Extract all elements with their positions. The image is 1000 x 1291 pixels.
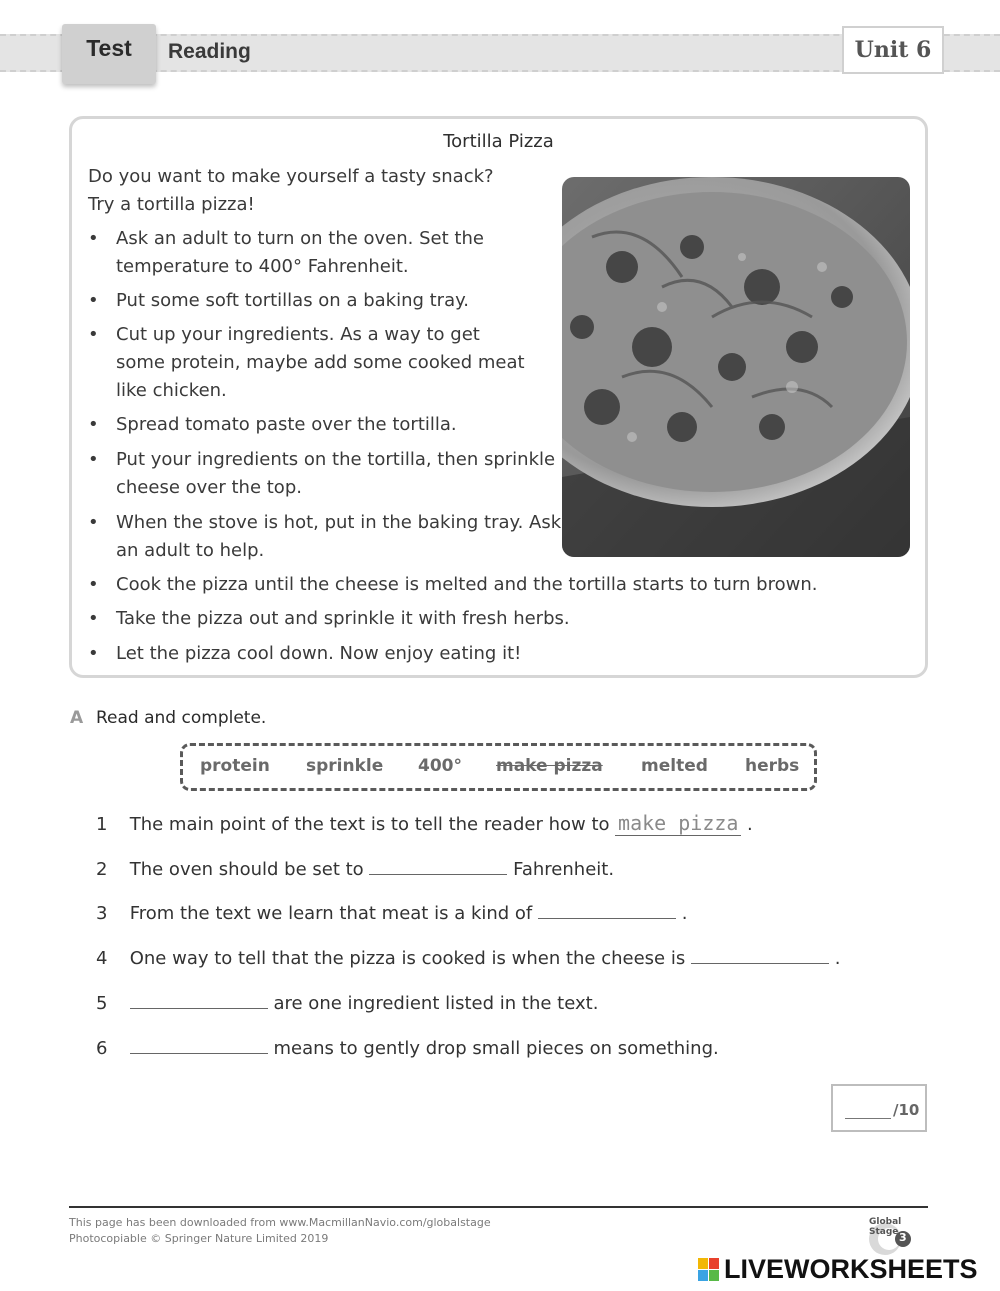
question-text: One way to tell that the pizza is cooked is when the cheese is — [129, 948, 686, 969]
intro-line: Do you want to make yourself a tasty snack? — [88, 166, 494, 187]
question-text-after: means to gently drop small pieces on something. — [273, 1038, 719, 1059]
score-total: /10 — [893, 1101, 920, 1119]
bullet-line: like chicken. — [116, 380, 227, 401]
global-stage-logo — [855, 1215, 925, 1255]
footer-source: This page has been downloaded from www.MacmillanNavio.com/globalstage — [69, 1216, 491, 1229]
bullet-dot: • — [88, 324, 99, 345]
test-tab — [62, 24, 156, 84]
bullet-dot: • — [88, 228, 99, 249]
level-number: 3 — [899, 1231, 907, 1244]
question — [96, 900, 687, 924]
bullet-dot: • — [88, 449, 99, 470]
global-stage-brand: Global Stage — [869, 1217, 902, 1237]
section-letter: A — [70, 708, 84, 728]
bullet-line: Let the pizza cool down. Now enjoy eating it! — [116, 643, 522, 664]
question — [96, 990, 598, 1014]
intro-line: Try a tortilla pizza! — [88, 194, 255, 215]
answer-field[interactable]: make pizza — [615, 811, 741, 836]
question — [96, 945, 840, 969]
question — [96, 856, 614, 880]
question-text: The oven should be set to — [129, 859, 364, 880]
bullet-dot: • — [88, 290, 99, 311]
liveworksheets-logo — [698, 1252, 996, 1286]
word-bank-item[interactable]: herbs — [745, 756, 800, 776]
bullet-line: temperature to 400° Fahrenheit. — [116, 256, 409, 277]
test-tab-label: Test — [86, 35, 132, 61]
question-text: From the text we learn that meat is a kind of — [129, 903, 533, 924]
word-bank-item[interactable]: protein — [200, 756, 270, 776]
question-number: 6 — [96, 1038, 108, 1059]
unit-label: Unit 6 — [854, 37, 932, 63]
unit-badge — [842, 26, 944, 74]
word-bank-item[interactable]: melted — [641, 756, 708, 776]
footer-divider — [69, 1206, 928, 1208]
article-title: Tortilla Pizza — [443, 131, 554, 152]
score-box — [831, 1084, 927, 1132]
bullet-line: cheese over the top. — [116, 477, 302, 498]
bullet-dot: • — [88, 643, 99, 664]
bullet-line: Take the pizza out and sprinkle it with fresh herbs. — [116, 608, 570, 629]
bullet-dot: • — [88, 512, 99, 533]
answer-field[interactable] — [130, 1035, 268, 1054]
answer-field[interactable] — [369, 856, 507, 875]
answer-field[interactable] — [130, 990, 268, 1009]
question-number: 5 — [96, 993, 108, 1014]
word-bank-item-used[interactable]: make pizza — [496, 756, 603, 776]
question — [96, 1035, 719, 1059]
reading-card — [69, 116, 928, 678]
bullet-line: an adult to help. — [116, 540, 265, 561]
bullet-dot: • — [88, 414, 99, 435]
article-intro — [88, 163, 494, 219]
section-instruction: Read and complete. — [96, 708, 267, 728]
word-bank-item[interactable]: sprinkle — [306, 756, 384, 776]
bullet-dot: • — [88, 574, 99, 595]
bullet-line: Spread tomato paste over the tortilla. — [116, 414, 457, 435]
question-text: The main point of the text is to tell the reader how to — [129, 814, 610, 835]
question-text-after: . — [681, 903, 688, 924]
liveworksheets-blocks-icon — [698, 1258, 720, 1282]
answer-field[interactable] — [538, 900, 676, 919]
bullet-line: some protein, maybe add some cooked meat — [116, 352, 525, 373]
question-text-after: . — [834, 948, 841, 969]
score-input-line[interactable] — [845, 1118, 891, 1119]
question-text-after: . — [746, 814, 753, 835]
bullet-line: Cook the pizza until the cheese is melted and the tortilla starts to turn brown. — [116, 574, 818, 595]
bullet-line: When the stove is hot, put in the baking tray. Ask — [116, 512, 562, 533]
section-label: Reading — [168, 40, 251, 63]
question — [96, 811, 753, 836]
question-number: 2 — [96, 859, 108, 880]
question-number: 3 — [96, 903, 108, 924]
bullet-line: Ask an adult to turn on the oven. Set the — [116, 228, 484, 249]
word-bank — [180, 743, 817, 791]
answer-field[interactable] — [691, 945, 829, 964]
bullet-line: Put your ingredients on the tortilla, then sprinkle — [116, 449, 556, 470]
bullet-line: Cut up your ingredients. As a way to get — [116, 324, 480, 345]
question-text-after: are one ingredient listed in the text. — [273, 993, 599, 1014]
liveworksheets-wordmark: LIVEWORKSHEETS — [724, 1254, 978, 1284]
question-number: 1 — [96, 814, 108, 835]
footer-copyright: Photocopiable © Springer Nature Limited 2019 — [69, 1232, 329, 1245]
bullet-dot: • — [88, 608, 99, 629]
pizza-photo — [562, 177, 910, 557]
question-number: 4 — [96, 948, 108, 969]
pizza-photo-icon — [562, 177, 910, 557]
word-bank-item[interactable]: 400° — [418, 756, 462, 776]
bullet-line: Put some soft tortillas on a baking tray. — [116, 290, 469, 311]
question-text-after: Fahrenheit. — [513, 859, 615, 880]
